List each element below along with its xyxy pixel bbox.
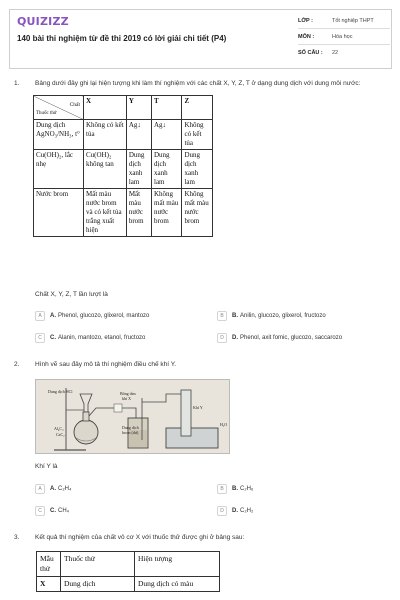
choice-marker: C [35, 333, 45, 343]
table-cell: Mất màu nước brom [126, 189, 151, 237]
photo-label: khí X [122, 396, 131, 401]
corner-label-substance: Chất [69, 102, 80, 108]
apparatus-drawing [36, 380, 230, 454]
column-header: Mẫu thử [37, 552, 61, 577]
photo-label: CaC₂ [56, 432, 65, 437]
table-row [34, 120, 213, 150]
answer-choice-b[interactable] [217, 311, 326, 321]
column-header: Y [126, 96, 151, 120]
row-label: Dung dịch AgNO₃/NH₃, t° [34, 120, 84, 150]
table-cell: Không có kết tủa [182, 120, 213, 150]
question-number: 1. [14, 80, 20, 87]
table-row [34, 189, 213, 237]
meta-value: Hóa học [332, 34, 353, 40]
choice-marker: A [35, 484, 45, 494]
apparatus-photo [35, 379, 230, 454]
column-header: Hiện tượng [135, 552, 220, 577]
question-number: 2. [14, 361, 20, 368]
table-cell: Dung dịch [61, 577, 135, 592]
document-header [9, 9, 392, 69]
question-text: Kết quả thí nghiệm của chất vô cơ X với thuốc thử được ghi ở bảng sau: [35, 534, 245, 541]
photo-label: Dung dịch HCl [48, 389, 73, 394]
choice-text: Phenol, axit fomic, glucozo, saccarozo [240, 335, 343, 341]
divider [298, 28, 390, 29]
choice-marker: A [35, 311, 45, 321]
table-row [34, 150, 213, 189]
row-label: Cu(OH)₂, lắc nhẹ [34, 150, 84, 189]
photo-label: H₂O [220, 422, 228, 427]
table-cell: X [37, 577, 61, 592]
divider [298, 44, 390, 45]
choice-letter: A. [50, 313, 56, 319]
table-cell: Không mất màu nước brom [182, 189, 213, 237]
choice-text: CH₄ [58, 508, 70, 514]
choice-text: C₂H₂ [240, 508, 254, 514]
table-cell: Cu(OH)₂ không tan [84, 150, 127, 189]
column-header: Z [182, 96, 213, 120]
question-number: 3. [14, 534, 20, 541]
answer-choice-a[interactable] [35, 311, 149, 321]
photo-label: Al₄C₃ [54, 426, 64, 431]
table-corner-cell [34, 96, 84, 120]
question-prompt: Khí Y là [35, 463, 58, 470]
choice-letter: B. [232, 486, 238, 492]
photo-label: Bông tẩm [120, 391, 136, 396]
choice-letter: C. [50, 335, 56, 341]
answer-choice-c[interactable] [35, 333, 145, 343]
photo-label: Dung dịch [122, 425, 139, 430]
choice-marker: C [35, 506, 45, 516]
choice-text: Anilin, glucozo, glixerol, fructozo [240, 313, 326, 319]
choice-text: C₂H₄ [58, 486, 72, 492]
row-label: Nước brom [34, 189, 84, 237]
experiment-table [33, 95, 213, 237]
column-header: X [84, 96, 127, 120]
choice-letter: C. [50, 508, 56, 514]
choice-marker: B [217, 311, 227, 321]
question-prompt: Chất X, Y, Z, T lần lượt là [35, 291, 108, 298]
question-text: Bảng dưới đây ghi lại hiện tượng khi làm thí nghiệm với các chất X, Y, Z, T ở dạng dung dịch với dung môi nước: [35, 80, 361, 87]
answer-choice-b[interactable] [217, 484, 253, 494]
choice-marker: D [217, 506, 227, 516]
table-row [37, 577, 220, 592]
table-cell: Không có kết tủa [84, 120, 127, 150]
answer-choice-c[interactable] [35, 506, 69, 516]
meta-key: SỐ CÂU : [298, 50, 323, 56]
photo-label: Khí Y [193, 405, 203, 410]
meta-value: 22 [332, 50, 339, 56]
choice-letter: A. [50, 486, 56, 492]
table-cell: Dung dịch xanh lam [126, 150, 151, 189]
table-cell: Dung dịch xanh lam [182, 150, 213, 189]
answer-choice-d[interactable] [217, 506, 253, 516]
meta-key: MÔN : [298, 34, 315, 40]
document-title: 140 bài thi nghiệm từ đề thi 2019 có lời giải chi tiết (P4) [17, 34, 227, 43]
choice-marker: B [217, 484, 227, 494]
result-table [36, 551, 220, 592]
question-text: Hình vẽ sau đây mô tả thí nghiệm điều chế khí Y. [35, 361, 177, 368]
meta-key: LỚP : [298, 18, 313, 24]
table-cell: Dung dịch có màu [135, 577, 220, 592]
answer-choice-a[interactable] [35, 484, 71, 494]
choice-marker: D [217, 333, 227, 343]
choice-letter: B. [232, 313, 238, 319]
column-header: Thuốc thử [61, 552, 135, 577]
table-cell: Ag↓ [152, 120, 182, 150]
choice-text: Phenol, glucozo, glixerol, mantozo [58, 313, 150, 319]
photo-label: brom (dư) [122, 430, 139, 435]
table-cell: Mất màu nước brom và có kết tủa trắng xuất hiện [84, 189, 127, 237]
column-header: T [152, 96, 182, 120]
choice-text: Alanin, mantozo, etanol, fructozo [58, 335, 146, 341]
table-cell: Không mất màu nước brom [152, 189, 182, 237]
meta-value: Tốt nghiệp THPT [332, 18, 374, 24]
corner-label-reagent: Thuốc thử [36, 111, 57, 116]
choice-letter: D. [232, 335, 238, 341]
table-cell: Dung dịch xanh lam [152, 150, 182, 189]
quizizz-logo: QUIZIZZ [17, 15, 69, 28]
choice-text: C₂H₆ [240, 486, 254, 492]
table-cell: Ag↓ [126, 120, 151, 150]
answer-choice-d[interactable] [217, 333, 342, 343]
choice-letter: D. [232, 508, 238, 514]
